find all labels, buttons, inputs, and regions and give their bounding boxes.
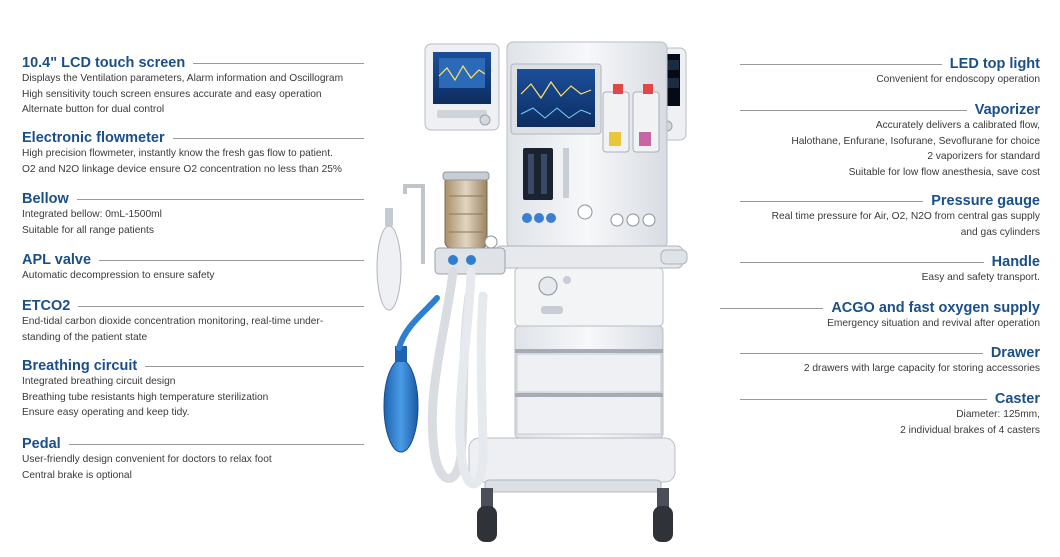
feature-desc: High precision flowmeter, instantly know the fresh gas flow to patient. xyxy=(22,148,333,159)
feature-pressure-gauge xyxy=(740,193,1040,240)
feature-desc: Integrated breathing circuit design xyxy=(22,376,176,387)
feature-etco2 xyxy=(22,298,364,345)
feature-desc: Accurately delivers a calibrated flow, xyxy=(875,120,1040,131)
feature-desc: 2 drawers with large capacity for storing accessories xyxy=(803,363,1040,374)
leader-line xyxy=(740,110,967,111)
feature-title: Bellow xyxy=(22,191,69,207)
feature-title: ETCO2 xyxy=(22,298,71,314)
ventilator-monitor xyxy=(425,44,499,130)
bellow xyxy=(443,172,489,248)
reservoir-bag-blue xyxy=(384,360,418,452)
leader-line xyxy=(740,201,923,202)
feature-bellow xyxy=(22,191,364,238)
feature-desc: Suitable for low flow anesthesia, save cost xyxy=(848,166,1040,178)
casters xyxy=(477,488,673,542)
feature-title: Caster xyxy=(994,391,1040,407)
feature-drawer xyxy=(740,345,1040,377)
leader-line xyxy=(145,366,364,367)
feature-desc: High sensitivity touch screen ensures accurate and easy operation xyxy=(22,88,322,100)
machine-tower xyxy=(507,42,667,248)
feature-breathing-circuit xyxy=(22,358,364,421)
feature-desc: Halothane, Enfurane, Isofurane, Sevoflurane for choice xyxy=(791,135,1040,147)
feature-title: Breathing circuit xyxy=(22,358,138,374)
feature-desc: Alternate button for dual control xyxy=(22,104,165,115)
feature-title: Vaporizer xyxy=(974,102,1040,118)
leader-line xyxy=(740,353,983,354)
leader-line xyxy=(720,308,823,309)
feature-title: Electronic flowmeter xyxy=(22,130,165,146)
feature-desc: Suitable for all range patients xyxy=(22,224,154,236)
feature-title: 10.4" LCD touch screen xyxy=(22,55,186,71)
feature-lcd-touch-screen xyxy=(22,55,364,118)
leader-line xyxy=(740,64,942,65)
leader-line xyxy=(193,63,364,64)
feature-pedal xyxy=(22,436,364,483)
feature-desc: End-tidal carbon dioxide concentration monitoring, real-time under- xyxy=(22,316,324,327)
leader-line xyxy=(99,260,364,261)
feature-caster xyxy=(740,391,1040,438)
feature-desc: Real time pressure for Air, O2, N2O from central gas supply xyxy=(771,211,1040,222)
feature-desc: standing of the patient state xyxy=(22,331,148,343)
feature-title: APL valve xyxy=(22,252,92,268)
feature-desc: O2 and N2O linkage device ensure O2 concentration no less than 25% xyxy=(22,163,342,175)
feature-desc: 2 individual brakes of 4 casters xyxy=(900,424,1040,436)
leader-line xyxy=(173,138,364,139)
feature-desc: Central brake is optional xyxy=(22,469,132,481)
leader-line xyxy=(740,399,987,400)
feature-desc: Diameter: 125mm, xyxy=(956,409,1040,420)
feature-desc: Breathing tube resistants high temperature sterilization xyxy=(22,391,269,403)
feature-desc: Ensure easy operating and keep tidy. xyxy=(22,407,190,418)
feature-desc: 2 vaporizers for standard xyxy=(927,151,1040,162)
reservoir-bag-white xyxy=(377,226,401,310)
feature-title: LED top light xyxy=(949,56,1040,72)
feature-desc: and gas cylinders xyxy=(960,226,1040,238)
cabinet xyxy=(515,326,663,438)
leader-line xyxy=(740,262,984,263)
feature-title: Pedal xyxy=(22,436,61,452)
leader-line xyxy=(69,444,364,445)
feature-title: Pressure gauge xyxy=(931,193,1040,209)
feature-desc: Integrated bellow: 0mL-1500ml xyxy=(22,209,162,220)
leader-line xyxy=(77,199,364,200)
feature-led-top-light xyxy=(740,56,1040,88)
feature-desc: Displays the Ventilation parameters, Alarm information and Oscillogram xyxy=(22,73,344,84)
leader-line xyxy=(78,306,364,307)
feature-apl-valve xyxy=(22,252,364,284)
feature-vaporizer xyxy=(740,102,1040,180)
feature-desc: Convenient for endoscopy operation xyxy=(876,74,1040,85)
feature-electronic-flowmeter xyxy=(22,130,364,177)
feature-desc: Emergency situation and revival after operation xyxy=(827,318,1040,329)
feature-title: Handle xyxy=(991,254,1040,270)
feature-title: ACGO and fast oxygen supply xyxy=(831,300,1040,316)
feature-desc: Easy and safety transport. xyxy=(921,272,1040,283)
feature-acgo-fast-oxygen xyxy=(720,300,1040,332)
handle xyxy=(495,246,683,268)
feature-handle xyxy=(740,254,1040,286)
anesthesia-machine-illustration xyxy=(365,36,695,551)
feature-desc: User-friendly design convenient for doctors to relax foot xyxy=(22,454,272,465)
feature-title: Drawer xyxy=(990,345,1040,361)
pedal xyxy=(485,480,661,492)
feature-desc: Automatic decompression to ensure safety xyxy=(22,270,215,281)
